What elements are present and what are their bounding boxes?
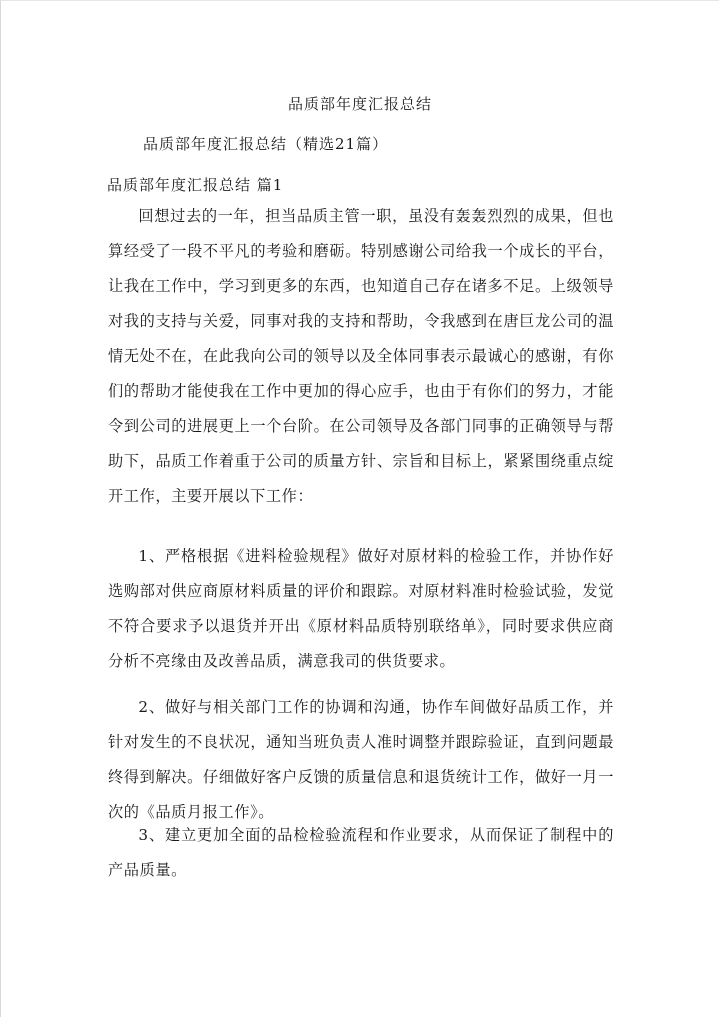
document-title: 品质部年度汇报总结: [287, 95, 432, 113]
section-heading: 品质部年度汇报总结 篇1: [107, 176, 284, 194]
paragraph-item-3: 3、建立更加全面的品检检验流程和作业要求，从而保证了制程中的产品质量。: [108, 826, 614, 879]
document-subtitle: 品质部年度汇报总结（精选21篇）: [143, 135, 389, 153]
paragraph-item-2: 2、做好与相关部门工作的协调和沟通，协作车间做好品质工作，并针对发生的不良状况，通知当班负责人准时调整并跟踪验证，直到问题最终得到解决。仔细做好客户反馈的质量信息和退货统计工作，做好一月一次的《品质月报工作》。: [108, 698, 614, 821]
paragraph-intro: 回想过去的一年，担当品质主管一职，虽没有轰轰烈烈的成果，但也算经受了一段不平凡的考验和磨砺。特别感谢公司给我一个成长的平台，让我在工作中，学习到更多的东西，也知道自己存在诸多不足。上级领导对我的支持与关爱，同事对我的支持和帮助，令我感到在唐巨龙公司的温情无处不在，在此我向公司的领导以及全体同事表示最诚心的感谢，有你们的帮助才能使我在工作中更加的得心应手，也由于有你们的努力，才能令到公司的进展更上一个台阶。在公司领导及各部门同事的正确领导与帮助下，品质工作着重于公司的质量方针、宗旨和目标上，紧紧围绕重点绽开工作，主要开展以下工作：: [108, 207, 614, 505]
paragraph-item-1: 1、严格根据《进料检验规程》做好对原材料的检验工作，并协作好选购部对供应商原材料质量的评价和跟踪。对原材料准时检验试验，发觉不符合要求予以退货并开出《原材料品质特别联络单》，同时要求供应商分析不亮缘由及改善品质，满意我司的供货要求。: [108, 547, 614, 670]
